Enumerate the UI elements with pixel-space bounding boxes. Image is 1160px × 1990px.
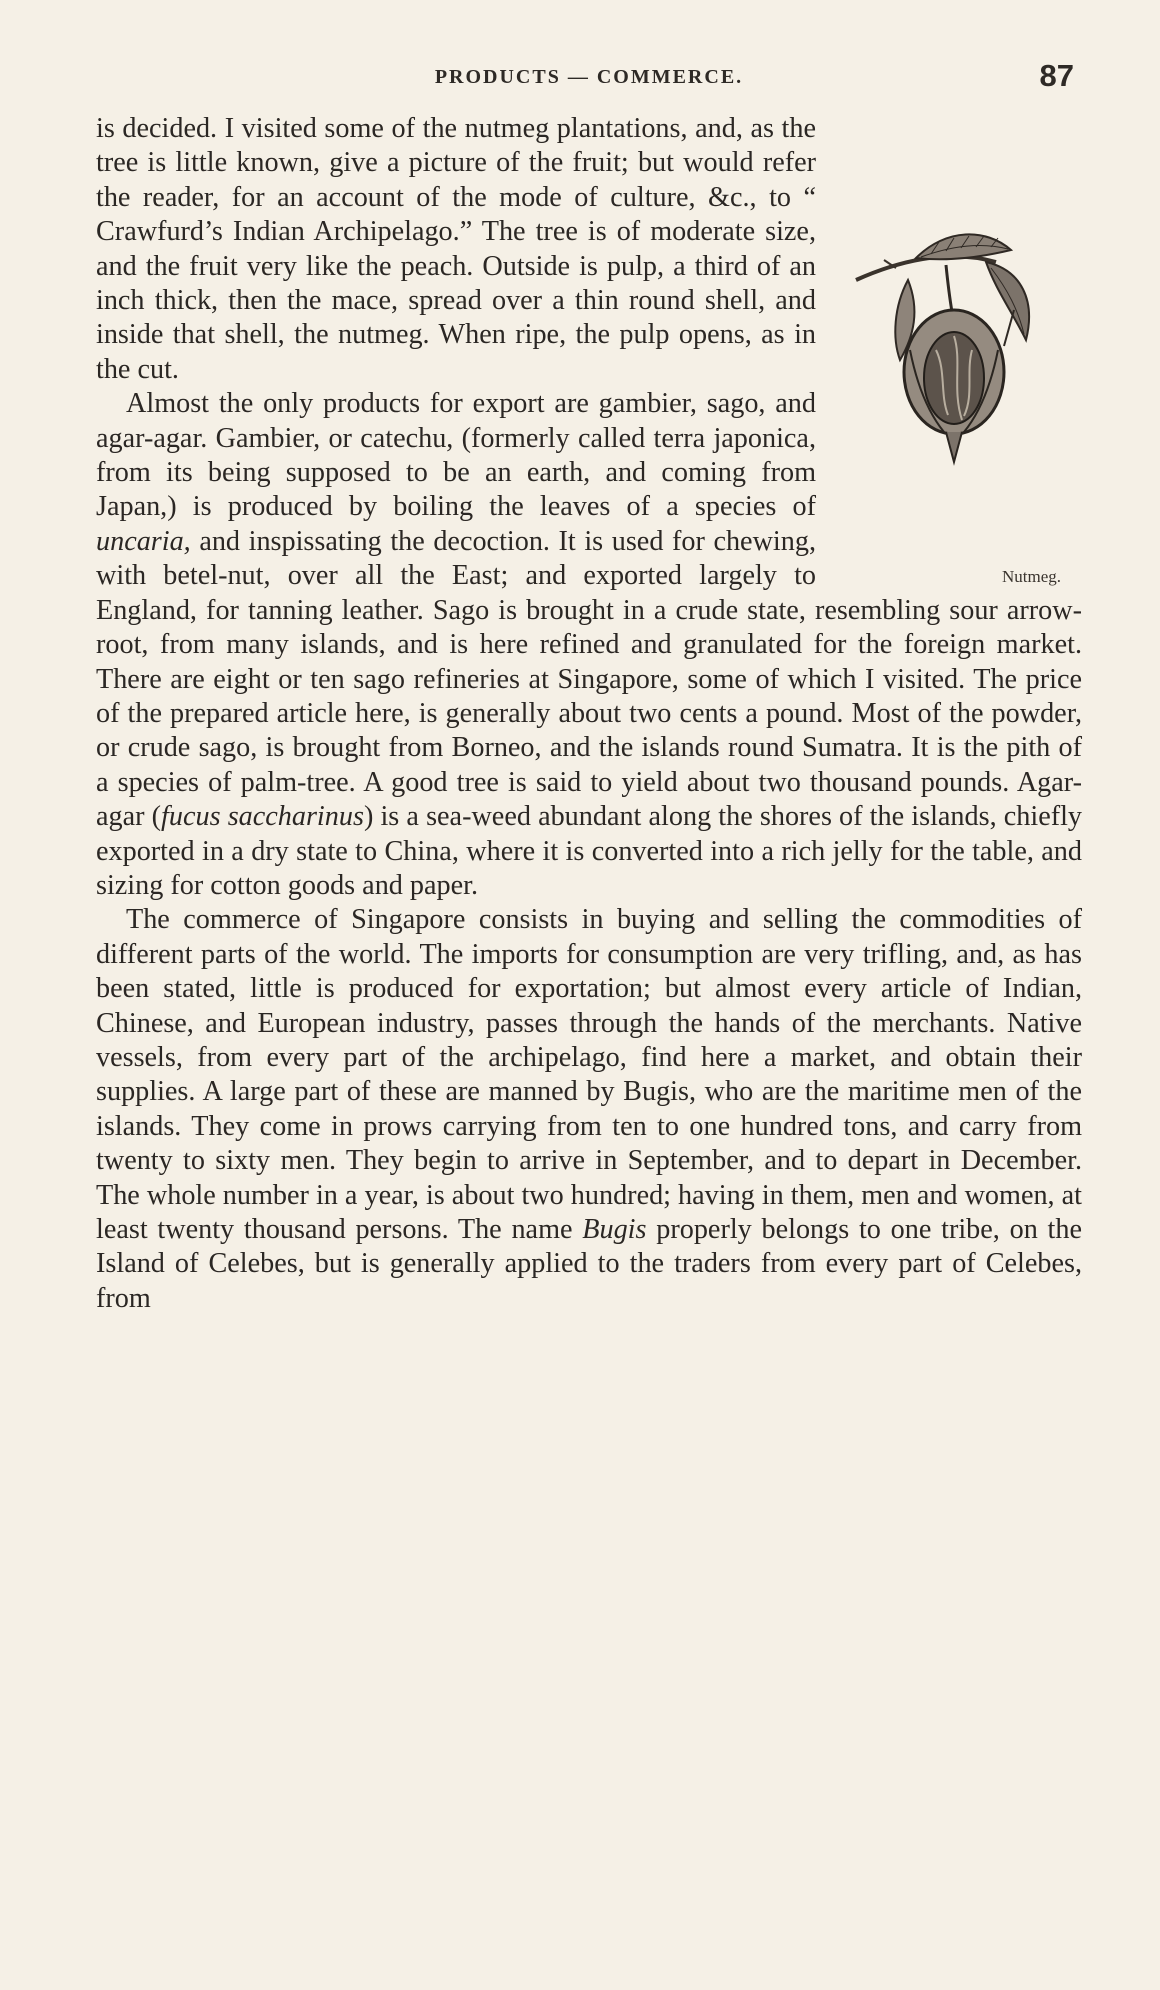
italic-run: uncaria, [96,525,191,557]
body-text [96,112,1082,1316]
text-run: and inspissating the decoction. It is used for chewing, with betel-nut, over all the East; and exported largely to England, for tanning leather. Sago is brought in a crude state, resembling sour arrow-root, from many islands, and is here refined and granulated for the foreign market. There are eight or ten sago refineries at Singapore, some of which I visited. The price of the prepared article here, is generally about two cents a pound. Most of the powder, or crude sago, is brought from Borneo, and the islands round Sumatra. It is the pith of a species of palm-tree. A good tree is said to yield about two thousand pounds. Agar-agar ( [96,525,1082,833]
text-run: properly belongs to one tribe, on the Island of Celebes, but is generally applied to the traders from every part of Celebes, from [96,1214,1082,1314]
text-run: Almost the only products for export are gambier, sago, and agar-agar. Gambier, or catechu, (formerly called terra japonica, from its being supposed to be an earth, and coming from Japan,) is produced by boiling the leaves of a species of [96,388,816,523]
running-head [96,58,1082,104]
figure-caption: Nutmeg. [1002,567,1062,586]
text-run: is decided. I visited some of the nutmeg plantations, and, as the tree is little known, give a picture of the fruit; but would refer the reader, for an account of the mode of culture, &c., to “ Crawfurd’s Indian Archipelago.” The tree is of moderate size, and the fruit very like the peach. Outside is pulp, a third of an inch thick, then the mace, spread over a thin round shell, and inside that shell, the nutmeg. When ripe, the pulp opens, as in the cut. [96,113,816,385]
italic-run: fucus saccharinus [161,801,364,833]
running-head-title: PRODUCTS — COMMERCE. [434,66,744,88]
nutmeg-illustration [836,210,1036,510]
text-run: The commerce of Singapore consists in buying and selling the commodities of different parts of the world. The imports for consumption are very trifling, and, as has been stated, little is produced for exportation; but almost every article of Indian, Chinese, and European industry, passes through the hands of the merchants. Native vessels, from every part of the archipelago, find here a market, and obtain their supplies. A large part of these are manned by Bugis, who are the maritime men of the islands. They come in prows carrying from ten to one hundred tons, and carry from twenty to sixty men. They begin to arrive in September, and to depart in December. The whole number in a year, is about two hundred; having in them, men and women, at least twenty thousand persons. The name [96,904,1082,1245]
italic-run: Bugis [582,1214,647,1245]
nutmeg-figure [836,210,1096,590]
page-number: 87 [1039,58,1074,93]
text-run: ) is a sea-weed abundant along the shores of the islands, chiefly exported in a dry state to China, where it is converted into a rich jelly for the table, and sizing for cotton goods and paper. [96,801,1083,901]
paragraph [96,903,1082,1316]
